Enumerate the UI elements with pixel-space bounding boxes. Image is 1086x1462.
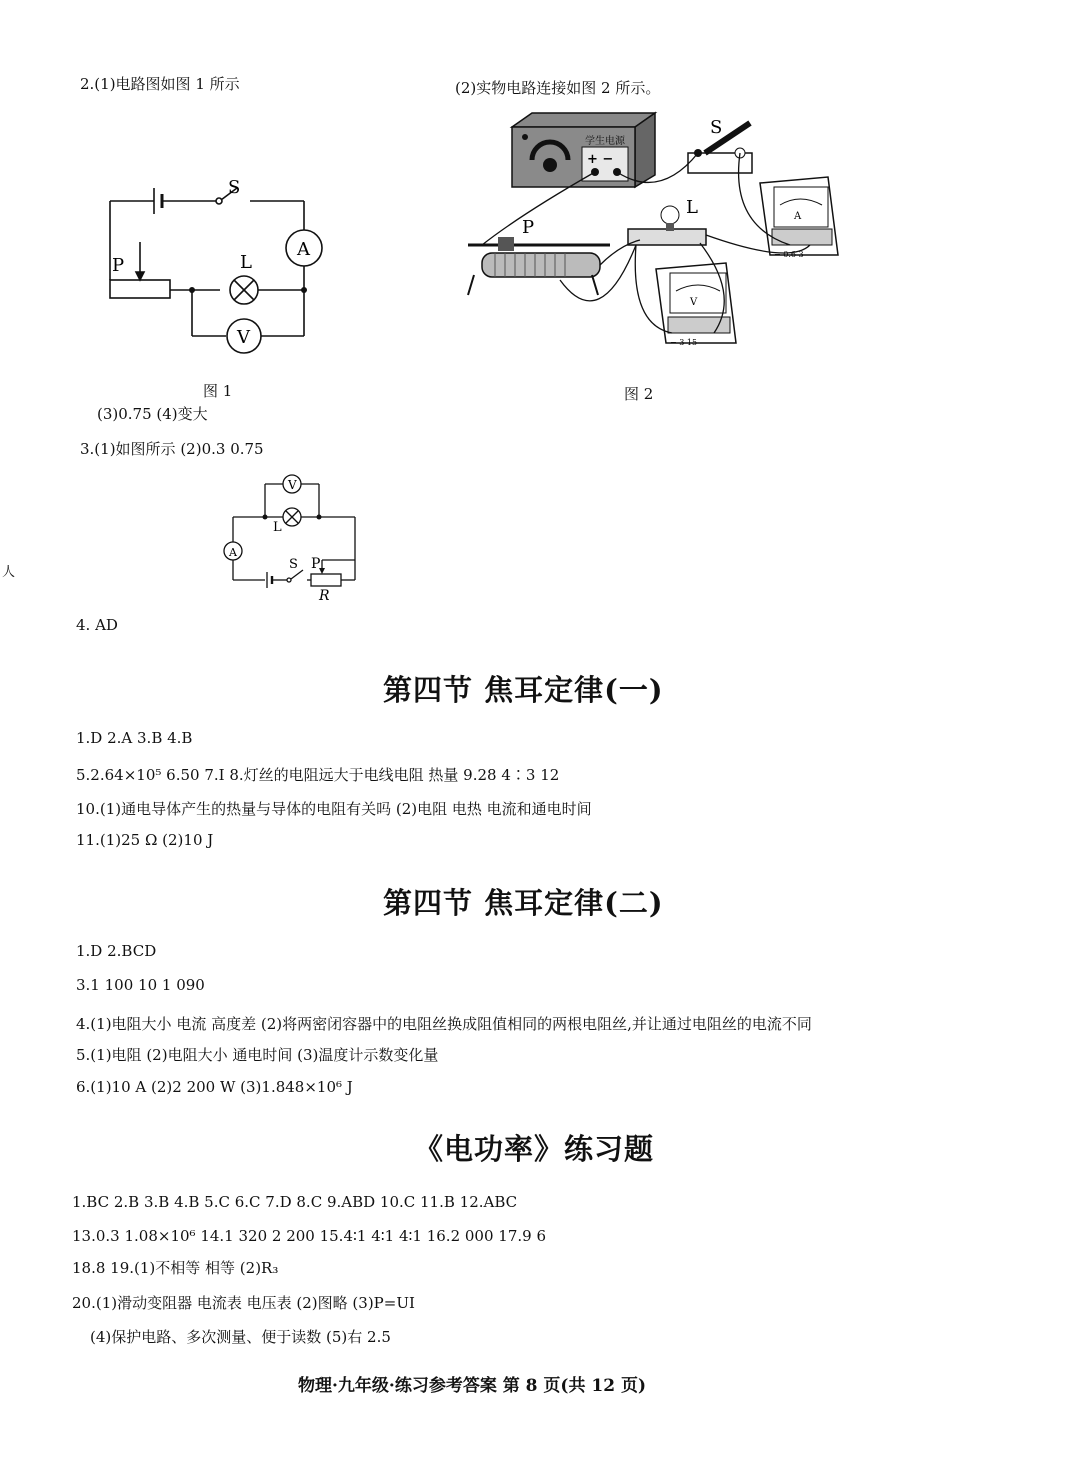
sec2-line-5: 6.(1)10 A (2)2 200 W (3)1.848×10⁶ J: [76, 1078, 353, 1096]
sec2-line-3: 4.(1)电阻大小 电流 高度差 (2)将两密闭容器中的电阻丝换成阻值相同的两根电阻丝,并让通过电阻丝的电流不同: [76, 1015, 812, 1033]
q3-label-p: P: [311, 556, 321, 572]
sec3-line-1: 1.BC 2.B 3.B 4.B 5.C 6.C 7.D 8.C 9.ABD 10.C 11.B 12.ABC: [72, 1193, 518, 1211]
sec1-line-4: 11.(1)25 Ω (2)10 J: [76, 831, 214, 849]
label-p: P: [112, 255, 125, 276]
sec1-line-2: 5.2.64×10⁵ 6.50 7.I 8.灯丝的电阻远大于电线电阻 热量 9.28 4∶3 12: [76, 766, 560, 784]
q3-rheostat: [311, 574, 341, 586]
lamp-holder: [628, 229, 706, 245]
q3-label-r: R: [319, 588, 330, 604]
sec3-line-4: 20.(1)滑动变阻器 电流表 电压表 (2)图略 (3)P=UI: [72, 1294, 415, 1312]
margin-mark: 人: [2, 565, 16, 580]
sec2-line-1: 1.D 2.BCD: [76, 942, 157, 960]
q3-label-l: L: [273, 520, 282, 535]
fig2-label-s: S: [710, 117, 723, 138]
q3-label-a: A: [229, 546, 237, 559]
power-polarity: + −: [587, 152, 614, 167]
sec1-line-3: 10.(1)通电导体产生的热量与导体的电阻有关吗 (2)电阻 电热 电流和通电时间: [76, 800, 592, 818]
ammeter-face-label: A: [794, 211, 802, 222]
circuit-diagram-fig1: [100, 170, 340, 370]
label-l: L: [240, 252, 252, 273]
voltmeter-face-label: V: [690, 297, 698, 308]
section-title-joule-1: 第四节 焦耳定律(一): [383, 673, 664, 707]
q4-text: 4. AD: [76, 616, 118, 634]
sec2-line-4: 5.(1)电阻 (2)电阻大小 通电时间 (3)温度计示数变化量: [76, 1046, 439, 1064]
q3-label-s: S: [289, 557, 298, 572]
section-title-joule-2: 第四节 焦耳定律(二): [383, 886, 664, 920]
fig2-caption: 图 2: [624, 385, 654, 403]
fig1-caption: 图 1: [203, 382, 233, 400]
sec3-line-3: 18.8 19.(1)不相等 相等 (2)R₃: [72, 1259, 279, 1277]
sec2-line-2: 3.1 100 10 1 090: [76, 976, 205, 994]
ammeter-scale: − 0.6 3: [774, 250, 804, 259]
fig2-label-p: P: [522, 217, 535, 238]
sec3-line-2: 13.0.3 1.08×10⁶ 14.1 320 2 200 15.4∶1 4∶1 4∶1 16.2 000 17.9 6: [72, 1227, 546, 1245]
circuit-diagram-q3: [215, 470, 375, 610]
rheostat-coil: [482, 253, 600, 277]
label-s: S: [228, 177, 241, 198]
power-label: 学生电源: [585, 136, 625, 147]
q3-label-v: V: [288, 478, 297, 492]
page-footer: 物理·九年级·练习参考答案 第 8 页(共 12 页): [298, 1376, 647, 1396]
sec3-line-5: (4)保护电路、多次测量、便于读数 (5)右 2.5: [90, 1328, 391, 1346]
rheostat-body: [110, 280, 170, 298]
q2-part3-text: (3)0.75 (4)变大: [97, 405, 208, 423]
sec1-line-1: 1.D 2.A 3.B 4.B: [76, 729, 193, 747]
q2-part1-text: 2.(1)电路图如图 1 所示: [80, 75, 240, 93]
physical-circuit-fig2: [460, 105, 870, 365]
fig2-label-l: L: [686, 197, 698, 218]
q3-text: 3.(1)如图所示 (2)0.3 0.75: [80, 440, 264, 458]
label-a: A: [297, 239, 310, 260]
section-title-power-exercises: 《电功率》练习题: [414, 1132, 655, 1166]
q2-part2-text: (2)实物电路连接如图 2 所示。: [455, 79, 661, 97]
slider-arrow: [136, 272, 144, 280]
label-v: V: [237, 327, 250, 348]
voltmeter-scale: − 3 15: [670, 338, 698, 347]
